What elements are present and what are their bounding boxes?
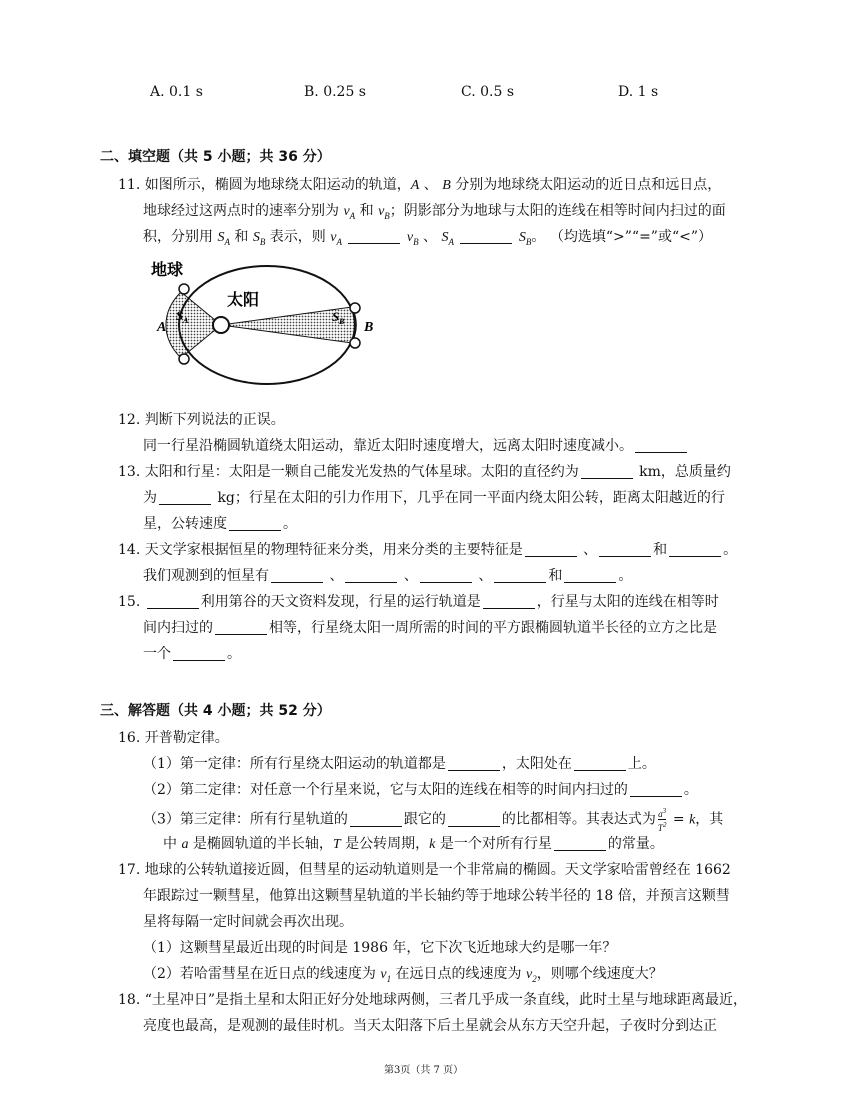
choice-c: C. 0.5 s xyxy=(461,84,515,100)
q11-text: 表示，则 xyxy=(265,229,331,245)
answer-blank[interactable] xyxy=(350,812,402,827)
q14-text: 和 xyxy=(653,542,668,558)
q15-text: 一个 xyxy=(143,646,171,662)
q14-text: 。 xyxy=(723,542,738,558)
answer-blank[interactable] xyxy=(215,620,267,635)
answer-blank[interactable] xyxy=(564,568,616,583)
sun-circle xyxy=(213,317,229,333)
q17-text: 在远日点的线速度为 xyxy=(391,966,526,982)
q18-line1: 18. “土星冲日”是指土星和太阳正好分处地球两侧，三者几乎成一条直线，此时土星与地球距离最近， xyxy=(118,992,748,1008)
q14-text: 14. 天文学家根据恒星的物理特征来分类，用来分类的主要特征是 xyxy=(118,542,523,558)
page-footer: 第3页（共 7 页） xyxy=(384,1065,464,1076)
label-sa-sub: A xyxy=(183,316,189,325)
q16-text: 中 xyxy=(163,836,182,852)
q15-line3 xyxy=(143,644,241,664)
q17-text: （2）若哈雷彗星在近日点的线速度为 xyxy=(143,966,381,982)
q14-text: 我们观测到的恒星有 xyxy=(143,568,269,584)
q13-text: kg；行星在太阳的引力作用下，几乎在同一平面内绕太阳公转，距离太阳越近的行 xyxy=(213,490,725,506)
label-sb-sub: B xyxy=(339,317,345,326)
q16-text: 的常量。 xyxy=(607,836,664,852)
q14-text: 和 xyxy=(548,568,563,584)
answer-blank[interactable] xyxy=(554,836,606,851)
q15-text: 相等，行星绕太阳一周所需的时间的平方跟椭圆轨道半长径的立方之比是 xyxy=(269,620,717,636)
q14-text: 、 xyxy=(578,542,598,558)
q16-text: （3）第三定律：所有行星轨道的 xyxy=(143,811,348,828)
q11-text: 地球经过这两点时的速率分别为 xyxy=(143,203,344,219)
q16-text: ，其 xyxy=(695,811,724,828)
label-sa: S xyxy=(176,308,184,323)
answer-blank[interactable] xyxy=(348,229,400,244)
answer-blank[interactable] xyxy=(448,812,500,827)
q11-line1: 11. 如图所示，椭圆为地球绕太阳运动的轨道，A 、 B 分别为地球绕太阳运动的近日点和远日点， xyxy=(118,177,722,193)
choice-a: A. 0.1 s xyxy=(150,84,203,100)
q12-line2 xyxy=(143,436,689,456)
orbit-figure xyxy=(145,255,385,405)
q15-text: 。 xyxy=(227,646,241,662)
q13-text: 。 xyxy=(283,516,297,532)
answer-blank[interactable] xyxy=(635,438,687,453)
q14-line2 xyxy=(143,566,632,586)
label-a: A xyxy=(157,320,167,335)
label-sun: 太阳 xyxy=(227,290,260,309)
answer-blank[interactable] xyxy=(669,542,721,557)
q16-text: 的比都相等。其表达式为 xyxy=(501,811,656,828)
q14-text: 、 xyxy=(473,568,493,584)
q16-line1: 16. 开普勒定律。 xyxy=(118,730,229,746)
q16-text: 跟它的 xyxy=(403,811,446,828)
q16-part4: 中 a 是椭圆轨道的半长轴，T 是公转周期，k 是一个对所有行星 的常量。 xyxy=(163,836,664,852)
answer-blank[interactable] xyxy=(599,542,651,557)
q16-text: 上。 xyxy=(627,756,656,772)
q11-text: 和 xyxy=(229,229,253,245)
q11-text: ；阴影部分为地球与太阳的连线在相等时间内扫过的面 xyxy=(389,203,726,219)
q13-text: 13. 太阳和行星：太阳是一颗自己能发光发热的气体星球。太阳的直径约为 xyxy=(118,464,579,480)
q18-line2: 亮度也最高，是观测的最佳时机。当天太阳落下后土星就会从东方天空升起，子夜时分到达正 xyxy=(143,1018,717,1034)
answer-blank[interactable] xyxy=(420,568,472,583)
label-b: B xyxy=(364,320,374,335)
kepler-fraction: $\frac{a^3}{T^2}$ xyxy=(657,807,667,833)
choice-b: B. 0.25 s xyxy=(304,84,366,100)
q16-text: 是一个对所有行星 xyxy=(435,836,552,852)
q11-text: 积，分别用 xyxy=(143,229,218,245)
answer-blank[interactable] xyxy=(448,756,500,771)
label-sb: S xyxy=(332,309,340,324)
earth-position-dot xyxy=(179,354,189,364)
q14-text: 。 xyxy=(618,568,633,584)
answer-blank[interactable] xyxy=(173,646,225,661)
q16-text: ，太阳处在 xyxy=(501,756,572,772)
q13-line2 xyxy=(143,488,725,508)
q14-text: 、 xyxy=(325,568,344,584)
answer-blank[interactable] xyxy=(494,568,546,583)
choice-d: D. 1 s xyxy=(618,84,659,100)
q11-text: （均选填“>”“=”或“<”） xyxy=(549,229,713,245)
q13-text: 为 xyxy=(143,490,157,506)
answer-blank[interactable] xyxy=(159,490,211,505)
q17-part1: （1）这颗彗星最近出现的时间是 1986 年，它下次飞近地球大约是哪一年？ xyxy=(143,940,617,956)
q15-text: 间内扫过的 xyxy=(143,620,213,636)
q16-text: 是公转周期， xyxy=(340,836,430,852)
q12-line1: 12. 判断下列说法的正误。 xyxy=(118,412,285,428)
q12-text: 同一行星沿椭圆轨道绕太阳运动，靠近太阳时速度增大，远离太阳时速度减小。 xyxy=(143,438,633,454)
q17-line1: 17. 地球的公转轨道接近圆，但彗星的运动轨道则是一个非常扁的椭圆。天文学家哈雷曾经在 1662 xyxy=(118,862,731,878)
section-title-answer: 三、解答题（共 4 小题；共 52 分） xyxy=(100,703,331,719)
q16-text: = xyxy=(668,811,690,828)
q16-part1 xyxy=(143,754,656,774)
answer-blank[interactable] xyxy=(147,594,199,609)
answer-blank[interactable] xyxy=(345,568,397,583)
section-title-fill-blank: 二、填空题（共 5 小题；共 36 分） xyxy=(100,149,331,165)
earth-position-dot xyxy=(350,303,360,313)
q15-line1 xyxy=(118,592,719,612)
earth-position-dot xyxy=(179,284,189,294)
q17-line2: 年跟踪过一颗彗星，他算出这颗彗星轨道的半长轴约等于地球公转半径的 18 倍，并预言这颗彗 xyxy=(143,888,730,904)
q11-text: 11. 如图所示，椭圆为地球绕太阳运动的轨道， xyxy=(118,177,411,193)
q17-line3: 星将每隔一定时间就会再次出现。 xyxy=(143,914,353,930)
q13-text: 星，公转速度 xyxy=(143,516,227,532)
q16-text: （1）第一定律：所有行星绕太阳运动的轨道都是 xyxy=(143,756,446,772)
answer-blank[interactable] xyxy=(525,542,577,557)
q11-text: 和 xyxy=(355,203,379,219)
earth-position-dot xyxy=(350,338,360,348)
q15-line2 xyxy=(143,618,717,638)
q15-text: 15. xyxy=(118,594,145,610)
q15-text: 利用第谷的天文资料发现，行星的运行轨道是 xyxy=(200,594,481,610)
q14-line1 xyxy=(118,540,737,560)
answer-blank[interactable] xyxy=(229,516,281,531)
q11-line2: 地球经过这两点时的速率分别为 $v_A$ 和 $v_B$；阴影部分为地球与太阳的连线在相等时间内扫过的面 xyxy=(143,203,726,221)
q13-line1 xyxy=(118,462,731,482)
q11-line3: 积，分别用 $S_A$ 和 $S_B$ 表示，则 $v_A$ $v_B$ 、 $S_A$ $S_B$。 （均选填“>”“=”或“<”） xyxy=(143,229,713,247)
q17-part2: （2）若哈雷彗星在近日点的线速度为 $v_1$ 在远日点的线速度为 $v_2$，则哪个线速度大？ xyxy=(143,966,663,984)
answer-blank[interactable] xyxy=(630,782,682,797)
q13-text: km，总质量约 xyxy=(634,464,731,480)
q16-text: 是椭圆轨道的半长轴， xyxy=(188,836,333,852)
q17-text: ，则哪个线速度大？ xyxy=(536,966,663,982)
answer-blank[interactable] xyxy=(574,756,626,771)
label-earth: 地球 xyxy=(151,260,184,279)
q16-part2 xyxy=(143,780,698,800)
answer-blank[interactable] xyxy=(271,568,323,583)
q16-text: （2）第二定律：对任意一个行星来说，它与太阳的连线在相等的时间内扫过的 xyxy=(143,782,628,798)
answer-blank[interactable] xyxy=(581,464,633,479)
q11-text: 分别为地球绕太阳运动的近日点和远日点， xyxy=(450,177,722,193)
q13-line3 xyxy=(143,514,297,534)
answer-blank[interactable] xyxy=(483,594,535,609)
q16-part3: （3）第三定律：所有行星轨道的 跟它的 的比都相等。其表达式为 $\frac{a^3}{T^2}$ = k，其 xyxy=(143,807,724,833)
q15-text: ，行星与太阳的连线在相等时 xyxy=(536,594,719,610)
answer-blank[interactable] xyxy=(460,229,512,244)
q14-text: 、 xyxy=(399,568,418,584)
q16-text: 。 xyxy=(683,782,698,798)
